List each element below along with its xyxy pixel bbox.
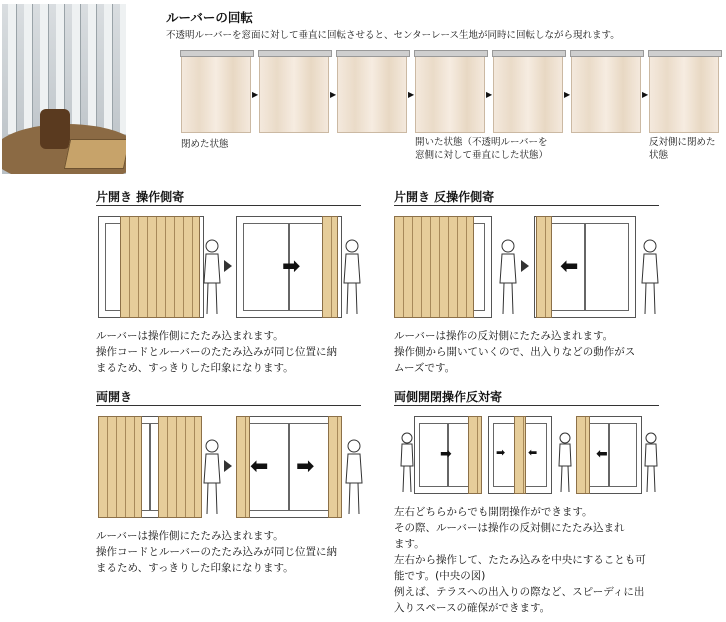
person-icon — [640, 432, 662, 494]
louver-panel-3 — [337, 52, 407, 133]
step-arrow-icon: ▶ — [252, 90, 259, 99]
section-title: 片開き 反操作側寄 — [394, 190, 495, 204]
louver-stack — [468, 416, 482, 494]
section-rule — [96, 205, 361, 206]
louver-panel-6 — [571, 52, 641, 133]
direction-right-arrow-icon: ➡ — [282, 254, 301, 279]
louver-stack — [514, 416, 526, 494]
louver-stack — [98, 416, 142, 518]
direction-right-arrow-icon: ➡ — [440, 446, 452, 462]
louver-stack — [536, 216, 552, 318]
step-arrow-icon: ▶ — [564, 90, 571, 99]
louver-stack — [158, 416, 202, 518]
section-rule — [96, 405, 361, 406]
section-text: 左右どちらからでも開閉操作ができます。 その際、ルーバーは操作の反対側にたたみ込まれ ます。 左右から操作して、たたみ込みを中央にすることも可 能です。(中央の図) 例えば、テラスへの出入りの際など、スピーディに出 入りスペースの確保ができます。 — [394, 506, 646, 614]
rotation-title: ルーバーの回転 — [166, 10, 253, 25]
louver-panel-7 — [649, 52, 719, 133]
caption-open-2: 窓側に対して垂直にした状態） — [415, 150, 549, 161]
step-arrow-icon: ▶ — [408, 90, 415, 99]
person-icon — [340, 438, 368, 518]
section-text: ルーバーは操作側にたたみ込まれます。 操作コードとルーバーのたたみ込みが同じ位置に納 まるため、すっきりした印象になります。 — [96, 530, 337, 574]
section-text: ルーバーは操作側にたたみ込まれます。 操作コードとルーバーのたたみ込みが同じ位置に納 まるため、すっきりした印象になります。 — [96, 330, 337, 374]
louver-stack — [394, 216, 474, 318]
rotation-subtitle: 不透明ルーバーを窓面に対して垂直に回転させると、センターレース生地が同時に回転しながら現れます。 — [166, 30, 620, 41]
louver-panel-1 — [181, 52, 251, 133]
section-title: 片開き 操作側寄 — [96, 190, 185, 204]
person-icon — [198, 438, 226, 518]
step-arrow-icon: ▶ — [330, 90, 337, 99]
louver-stack — [236, 416, 250, 518]
next-arrow-icon — [521, 260, 529, 272]
person-icon — [396, 432, 418, 494]
direction-left-arrow-icon: ⬅ — [528, 446, 538, 459]
section-title: 両側開閉操作反対寄 — [394, 390, 503, 404]
room-photo — [2, 4, 126, 174]
caption-reverse-2: 状態 — [649, 150, 669, 161]
louver-stack — [322, 216, 338, 318]
person-icon — [198, 238, 226, 318]
louver-panel-5 — [493, 52, 563, 133]
person-icon — [554, 432, 576, 494]
caption-reverse-1: 反対側に閉めた — [649, 137, 716, 148]
direction-left-arrow-icon: ⬅ — [560, 254, 579, 279]
section-rule — [394, 205, 659, 206]
caption-closed: 閉めた状態 — [181, 139, 229, 150]
person-icon — [636, 238, 664, 318]
person-icon — [494, 238, 522, 318]
direction-left-arrow-icon: ⬅ — [596, 446, 608, 462]
direction-right-arrow-icon: ➡ — [296, 454, 315, 479]
louver-panel-4 — [415, 52, 485, 133]
louver-stack — [120, 216, 200, 318]
step-arrow-icon: ▶ — [642, 90, 649, 99]
section-text: ルーバーは操作の反対側にたたみ込まれます。 操作側から開いていくので、出入りなどの動作がス ムーズです。 — [394, 330, 636, 374]
louver-stack — [576, 416, 590, 494]
section-title: 両開き — [96, 390, 133, 404]
direction-left-arrow-icon: ⬅ — [250, 454, 269, 479]
person-icon — [338, 238, 366, 318]
direction-right-arrow-icon: ➡ — [496, 446, 506, 459]
section-rule — [394, 405, 659, 406]
step-arrow-icon: ▶ — [486, 90, 493, 99]
louver-panel-2 — [259, 52, 329, 133]
caption-open-1: 開いた状態（不透明ルーバーを — [415, 137, 548, 148]
